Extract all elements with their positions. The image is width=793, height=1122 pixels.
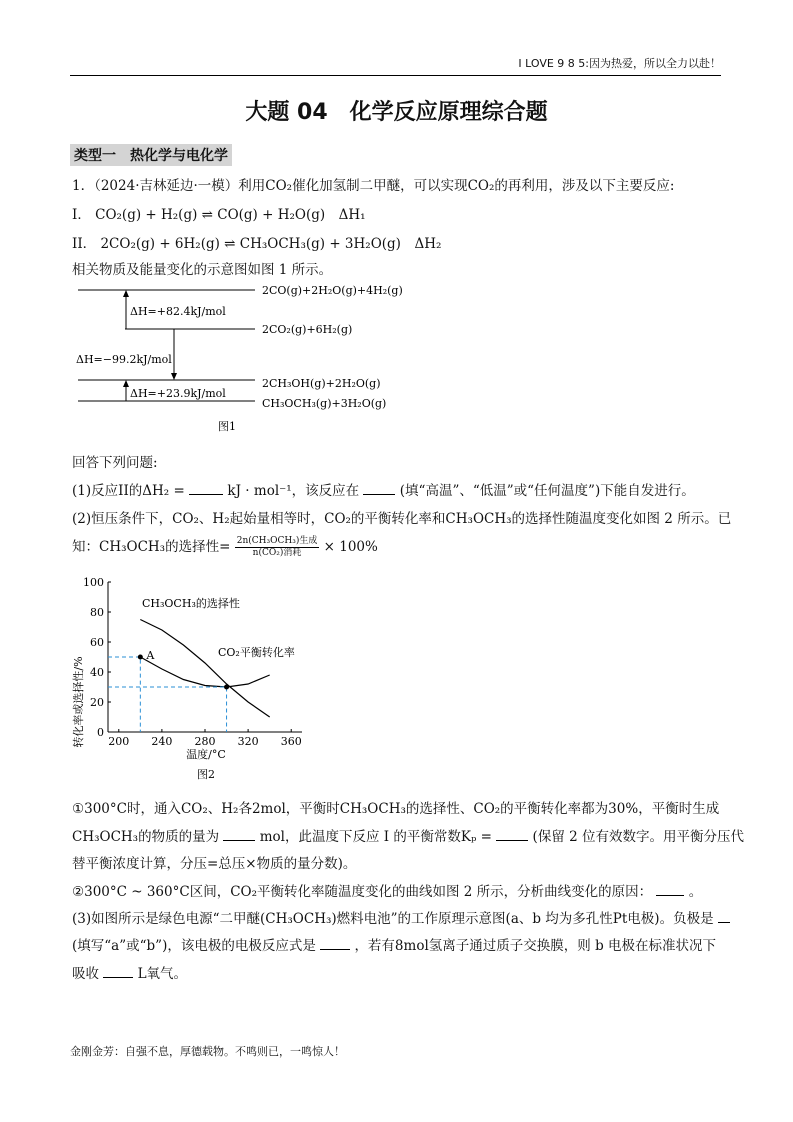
fig1-caption: 图1	[218, 420, 236, 433]
point-intersection	[224, 685, 229, 690]
subpart-1-line2: CH₃OCH₃的物质的量为 mol，此温度下反应 I 的平衡常数Kₚ = (保留 2 位有效数字。用平衡分压代	[72, 829, 744, 845]
guide-300	[108, 687, 227, 732]
subpart-1-line3: 替平衡浓度计算，分压=总压×物质的量分数)。	[72, 856, 357, 872]
x-tick-label: 320	[237, 735, 259, 748]
y-tick-label: 100	[83, 576, 104, 589]
part-2-text: (2)恒压条件下，CO₂、H₂起始量相等时，CO₂的平衡转化率和CH₃OCH₃的选择性随温度变化如图 2 所示。已	[72, 511, 732, 527]
answer-blank-dh2[interactable]	[189, 494, 223, 495]
part-1: (1)反应II的ΔH₂ = kJ · mol⁻¹，该反应在 (填“高温”、“低温”或“任何温度”)下能自发进行。	[72, 483, 695, 499]
selectivity-definition: 知：CH₃OCH₃的选择性= $\frac{\text{2n(CH₃OCH₃)生成}}{\text{n(CO₂)消耗}}$ × 100%	[72, 536, 378, 558]
guide-A	[108, 657, 140, 732]
answer-blank-negative-electrode[interactable]	[718, 922, 730, 923]
header-slogan: I LOVE 9 8 5:因为热爱，所以全力以赴！	[518, 57, 721, 70]
selectivity-fraction: $\frac{\text{2n(CH₃OCH₃)生成}}{\text{n(CO₂)消耗}}$	[236, 536, 318, 558]
part-3-line2: (填写“a”或“b”)，该电极的电极反应式是 ，若有8mol氢离子通过质子交换膜，则 b 电极在标准状况下	[72, 938, 716, 954]
answer-blank-kp[interactable]	[496, 840, 528, 841]
label-selectivity: CH₃OCH₃的选择性	[142, 597, 240, 610]
part-3-line3: 吸收 L氧气。	[72, 966, 188, 982]
x-tick-label: 200	[108, 735, 130, 748]
selectivity-conversion-chart	[70, 572, 310, 787]
page-header	[70, 55, 721, 76]
y-tick-label: 20	[90, 696, 104, 709]
subpart-1-line1: ①300°C时，通入CO₂、H₂各2mol，平衡时CH₃OCH₃的选择性、CO₂的平衡转化率都为30%，平衡时生成	[72, 801, 720, 817]
dh3-label: ΔH=+23.9kJ/mol	[130, 387, 226, 400]
dh2-label: ΔH=−99.2kJ/mol	[76, 353, 172, 366]
subpart-2: ②300°C ~ 360°C区间，CO₂平衡转化率随温度变化的曲线如图 2 所示，分析曲线变化的原因： 。	[72, 884, 703, 900]
answer-blank-spontaneity[interactable]	[363, 494, 395, 495]
arrow-dh1-head	[123, 290, 129, 297]
reaction-1: I． CO₂(g) + H₂(g) ⇌ CO(g) + H₂O(g) ΔH₁	[72, 207, 366, 223]
section-type-label: 类型一 热化学与电化学	[70, 144, 232, 166]
part-3-line1: (3)如图所示是绿色电源“二甲醚(CH₃OCH₃)燃料电池”的工作原理示意图(a、b 均为多孔性Pt电极)。负极是	[72, 907, 723, 927]
x-axis-label: 温度/°C	[186, 748, 226, 761]
point-A	[138, 655, 143, 660]
y-tick-label: 60	[90, 636, 104, 649]
label-conversion: CO₂平衡转化率	[218, 646, 295, 659]
page-footer: 金刚金芳：自强不息，厚德载物。不鸣则已，一鸣惊人！	[70, 1045, 345, 1058]
y-tick-label: 0	[97, 726, 104, 739]
level-1-label: 2CO(g)+2H₂O(g)+4H₂(g)	[262, 284, 403, 297]
answer-blank-electrode-reaction[interactable]	[320, 949, 350, 950]
fig2-caption: 图2	[197, 768, 215, 781]
dh1-label: ΔH=+82.4kJ/mol	[130, 305, 226, 318]
y-tick-label: 40	[90, 666, 104, 679]
level-2-label: 2CO₂(g)+6H₂(g)	[262, 323, 353, 336]
reaction-2: II． 2CO₂(g) + 6H₂(g) ⇌ CH₃OCH₃(g) + 3H₂O(g) ΔH₂	[72, 236, 442, 252]
x-tick-label: 280	[194, 735, 216, 748]
answer-blank-reason[interactable]	[656, 895, 684, 896]
page-title: 大题 04 化学反应原理综合题	[245, 100, 548, 125]
figure-intro: 相关物质及能量变化的示意图如图 1 所示。	[72, 262, 333, 278]
x-tick-label: 360	[280, 735, 302, 748]
series-conversion-line	[140, 657, 269, 687]
answer-blank-oxygen-volume[interactable]	[103, 977, 133, 978]
level-4-label: CH₃OCH₃(g)+3H₂O(g)	[262, 397, 387, 410]
point-A-label: A	[146, 649, 155, 662]
arrow-dh2-head	[171, 373, 177, 380]
y-axis-label: 转化率或选择性/%	[72, 656, 85, 748]
answer-blank-moles[interactable]	[223, 840, 255, 841]
answer-prompt: 回答下列问题:	[72, 455, 158, 471]
x-tick-label: 240	[151, 735, 173, 748]
arrow-dh3-head	[123, 380, 129, 387]
y-tick-label: 80	[90, 606, 104, 619]
level-3-label: 2CH₃OH(g)+2H₂O(g)	[262, 377, 381, 390]
energy-diagram	[70, 280, 410, 440]
question-intro: 1．（2024·吉林延边·一模）利用CO₂催化加氢制二甲醚，可以实现CO₂的再利用，涉及以下主要反应:	[72, 178, 675, 194]
